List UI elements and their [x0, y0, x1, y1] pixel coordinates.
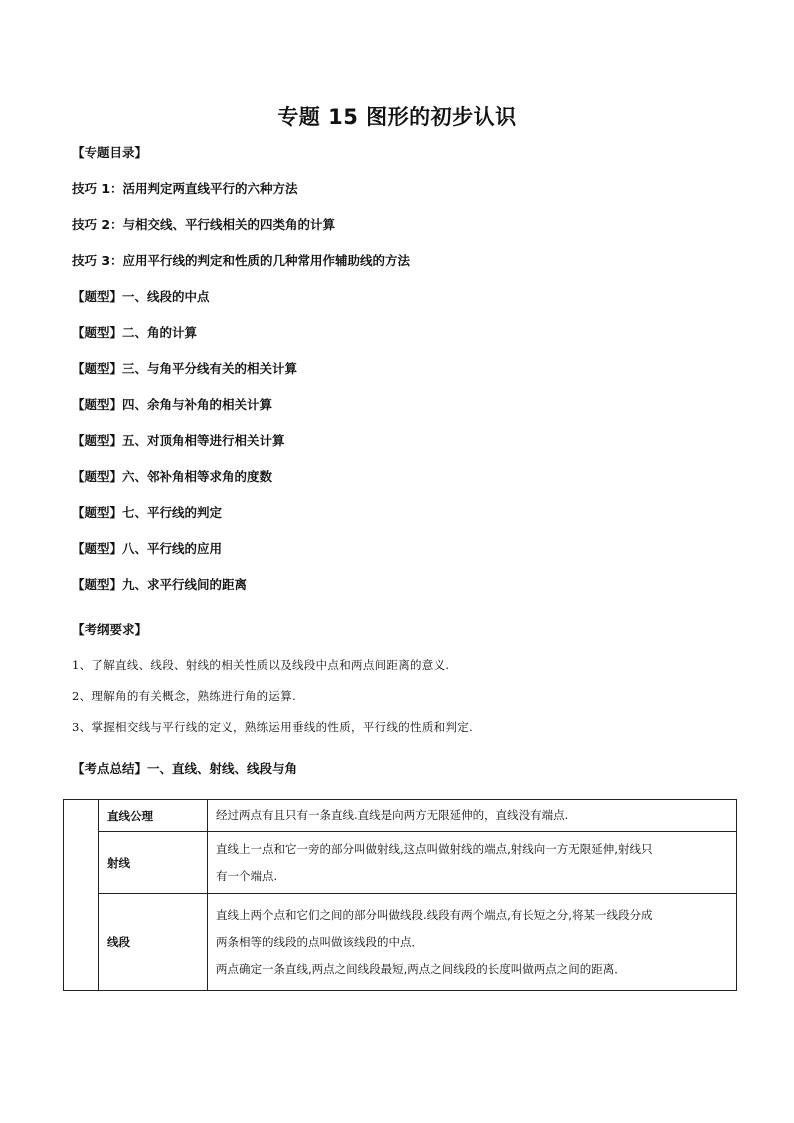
- toc-item: 【题型】四、余角与补角的相关计算: [72, 397, 273, 412]
- definition-line: 两条相等的线段的点叫做该线段的中点．: [216, 934, 423, 949]
- table-term: 射线: [99, 832, 208, 894]
- toc-item: 【题型】三、与角平分线有关的相关计算: [72, 361, 298, 376]
- toc-item: 技巧 3：应用平行线的判定和性质的几种常用作辅助线的方法: [72, 253, 411, 268]
- table-definition: [208, 832, 737, 894]
- requirements-heading: 【考纲要求】: [72, 622, 148, 637]
- table-term: 线段: [99, 894, 208, 991]
- summary-heading: 【考点总结】一、直线、射线、线段与角: [72, 761, 298, 776]
- page-title: 专题 15 图形的初步认识: [277, 105, 517, 129]
- requirement-item: 2、理解角的有关概念，熟练进行角的运算.: [72, 689, 296, 703]
- concept-table: [63, 799, 737, 991]
- definition-line: 两点确定一条直线,两点之间线段最短,两点之间线段的长度叫做两点之间的距离．: [216, 961, 626, 976]
- table-blank-cell: [64, 800, 99, 991]
- table-row: [64, 894, 737, 991]
- table-row: [64, 800, 737, 832]
- definition-line: 有一个端点.: [216, 868, 278, 883]
- toc-item: 技巧 1：活用判定两直线平行的六种方法: [72, 181, 298, 196]
- toc-item: 技巧 2：与相交线、平行线相关的四类角的计算: [72, 217, 336, 232]
- toc-heading: 【专题目录】: [72, 145, 148, 160]
- table-definition: [208, 894, 737, 991]
- table-row: [64, 832, 737, 894]
- definition-line: 直线上两个点和它们之间的部分叫做线段.线段有两个端点,有长短之分,将某一线段分成: [216, 907, 653, 922]
- toc-item: 【题型】五、对顶角相等进行相关计算: [72, 433, 285, 448]
- toc-item: 【题型】一、线段的中点: [72, 289, 210, 304]
- definition-line: 经过两点有且只有一条直线.直线是向两方无限延伸的，直线没有端点.: [216, 808, 569, 822]
- definition-line: 直线上一点和它一旁的部分叫做射线,这点叫做射线的端点,射线向一方无限延伸,射线只: [216, 841, 653, 856]
- toc-item: 【题型】九、求平行线间的距离: [72, 577, 248, 592]
- toc-item: 【题型】六、邻补角相等求角的度数: [72, 469, 273, 484]
- toc-item: 【题型】二、角的计算: [72, 325, 198, 340]
- toc-item: 【题型】八、平行线的应用: [72, 541, 223, 556]
- table-term: 直线公理: [99, 800, 208, 832]
- toc-item: 【题型】七、平行线的判定: [72, 505, 223, 520]
- table-definition: [208, 800, 737, 832]
- requirement-item: 3、掌握相交线与平行线的定义，熟练运用垂线的性质，平行线的性质和判定.: [72, 720, 473, 734]
- requirement-item: 1、了解直线、线段、射线的相关性质以及线段中点和两点间距离的意义.: [72, 658, 450, 672]
